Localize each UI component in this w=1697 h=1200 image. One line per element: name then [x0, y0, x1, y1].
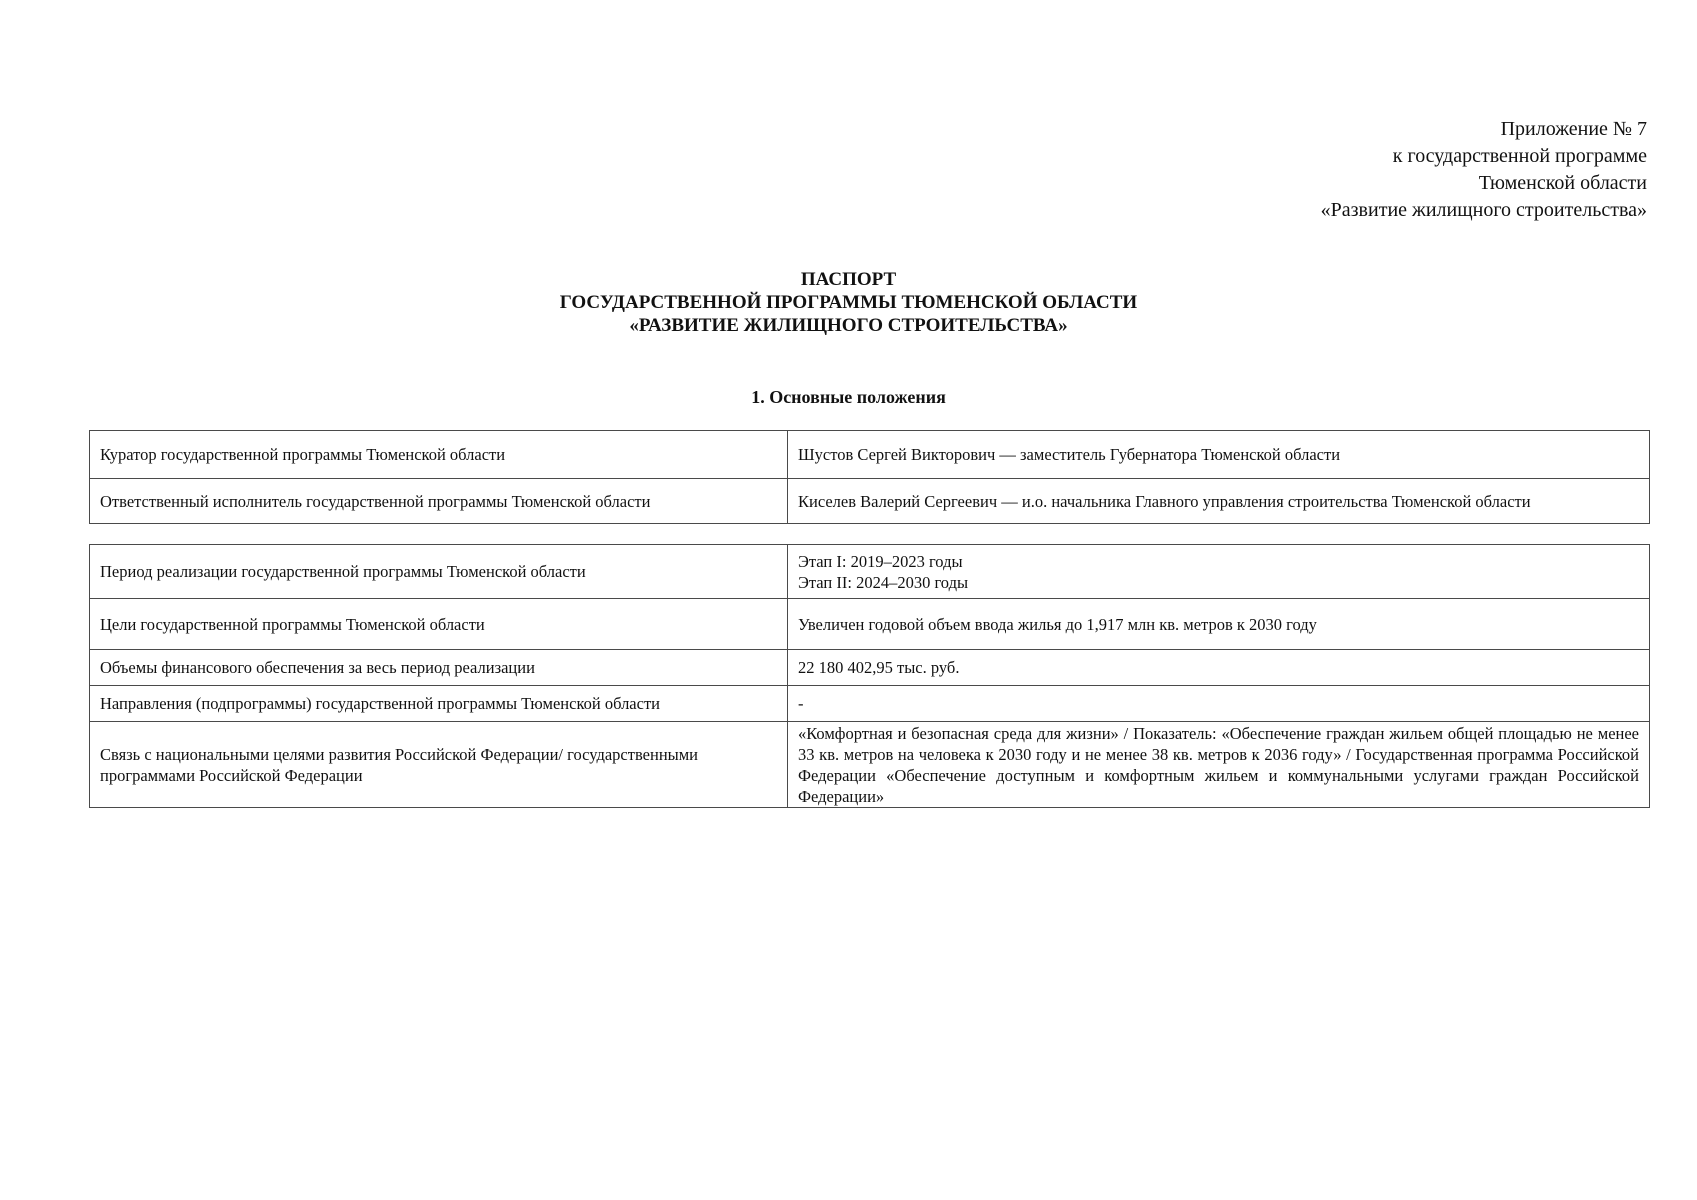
executor-label: Ответственный исполнитель государственной программы Тюменской области — [90, 479, 788, 524]
title-line-program: ГОСУДАРСТВЕННОЙ ПРОГРАММЫ ТЮМЕНСКОЙ ОБЛАСТИ — [559, 292, 1138, 313]
executor-value: Киселев Валерий Сергеевич — и.о. начальника Главного управления строительства Тюменской области — [788, 479, 1650, 524]
funding-value: 22 180 402,95 тыс. руб. — [788, 650, 1650, 686]
period-stage-2: Этап II: 2024–2030 годы — [798, 572, 969, 592]
table-row — [90, 722, 1650, 808]
period-value — [788, 545, 1650, 599]
table-row — [90, 431, 1650, 479]
curator-value: Шустов Сергей Викторович — заместитель Губернатора Тюменской области — [788, 431, 1650, 479]
table-row — [90, 479, 1650, 524]
section-heading: 1. Основные положения — [751, 387, 946, 407]
document-title — [0, 268, 1697, 337]
appendix-line-program-name: «Развитие жилищного строительства» — [1320, 199, 1647, 221]
table-row — [90, 545, 1650, 599]
goals-value: Увеличен годовой объем ввода жилья до 1,917 млн кв. метров к 2030 году — [788, 599, 1650, 650]
curator-label: Куратор государственной программы Тюменской области — [90, 431, 788, 479]
table-row — [90, 599, 1650, 650]
national-goals-label: Связь с национальными целями развития Российской Федерации/ государственными программами Российской Федерации — [90, 722, 788, 808]
program-details-table — [89, 544, 1650, 808]
funding-label: Объемы финансового обеспечения за весь период реализации — [90, 650, 788, 686]
appendix-line-region: Тюменской области — [1478, 172, 1647, 194]
table-row — [90, 650, 1650, 686]
directions-label: Направления (подпрограммы) государственной программы Тюменской области — [90, 686, 788, 722]
appendix-block — [1087, 116, 1647, 224]
goals-label: Цели государственной программы Тюменской области — [90, 599, 788, 650]
appendix-line-number: Приложение № 7 — [1500, 118, 1647, 140]
title-line-name: «РАЗВИТИЕ ЖИЛИЩНОГО СТРОИТЕЛЬСТВА» — [629, 315, 1068, 336]
period-label: Период реализации государственной программы Тюменской области — [90, 545, 788, 599]
directions-value: - — [788, 686, 1650, 722]
table-row — [90, 686, 1650, 722]
curator-table — [89, 430, 1650, 524]
title-line-passport: ПАСПОРТ — [800, 269, 897, 290]
period-stage-1: Этап I: 2019–2023 годы — [798, 551, 963, 571]
national-goals-value: «Комфортная и безопасная среда для жизни» / Показатель: «Обеспечение граждан жильем общей площадью не менее 33 кв. метров на человека к 2030 году и не менее 38 кв. метров к 2036 году» / Государственная программа Российской Федерации «Обеспечение доступным и комфортным жильем и коммунальными услугами граждан Российской Федерации» — [788, 722, 1650, 808]
appendix-line-program: к государственной программе — [1392, 145, 1647, 167]
